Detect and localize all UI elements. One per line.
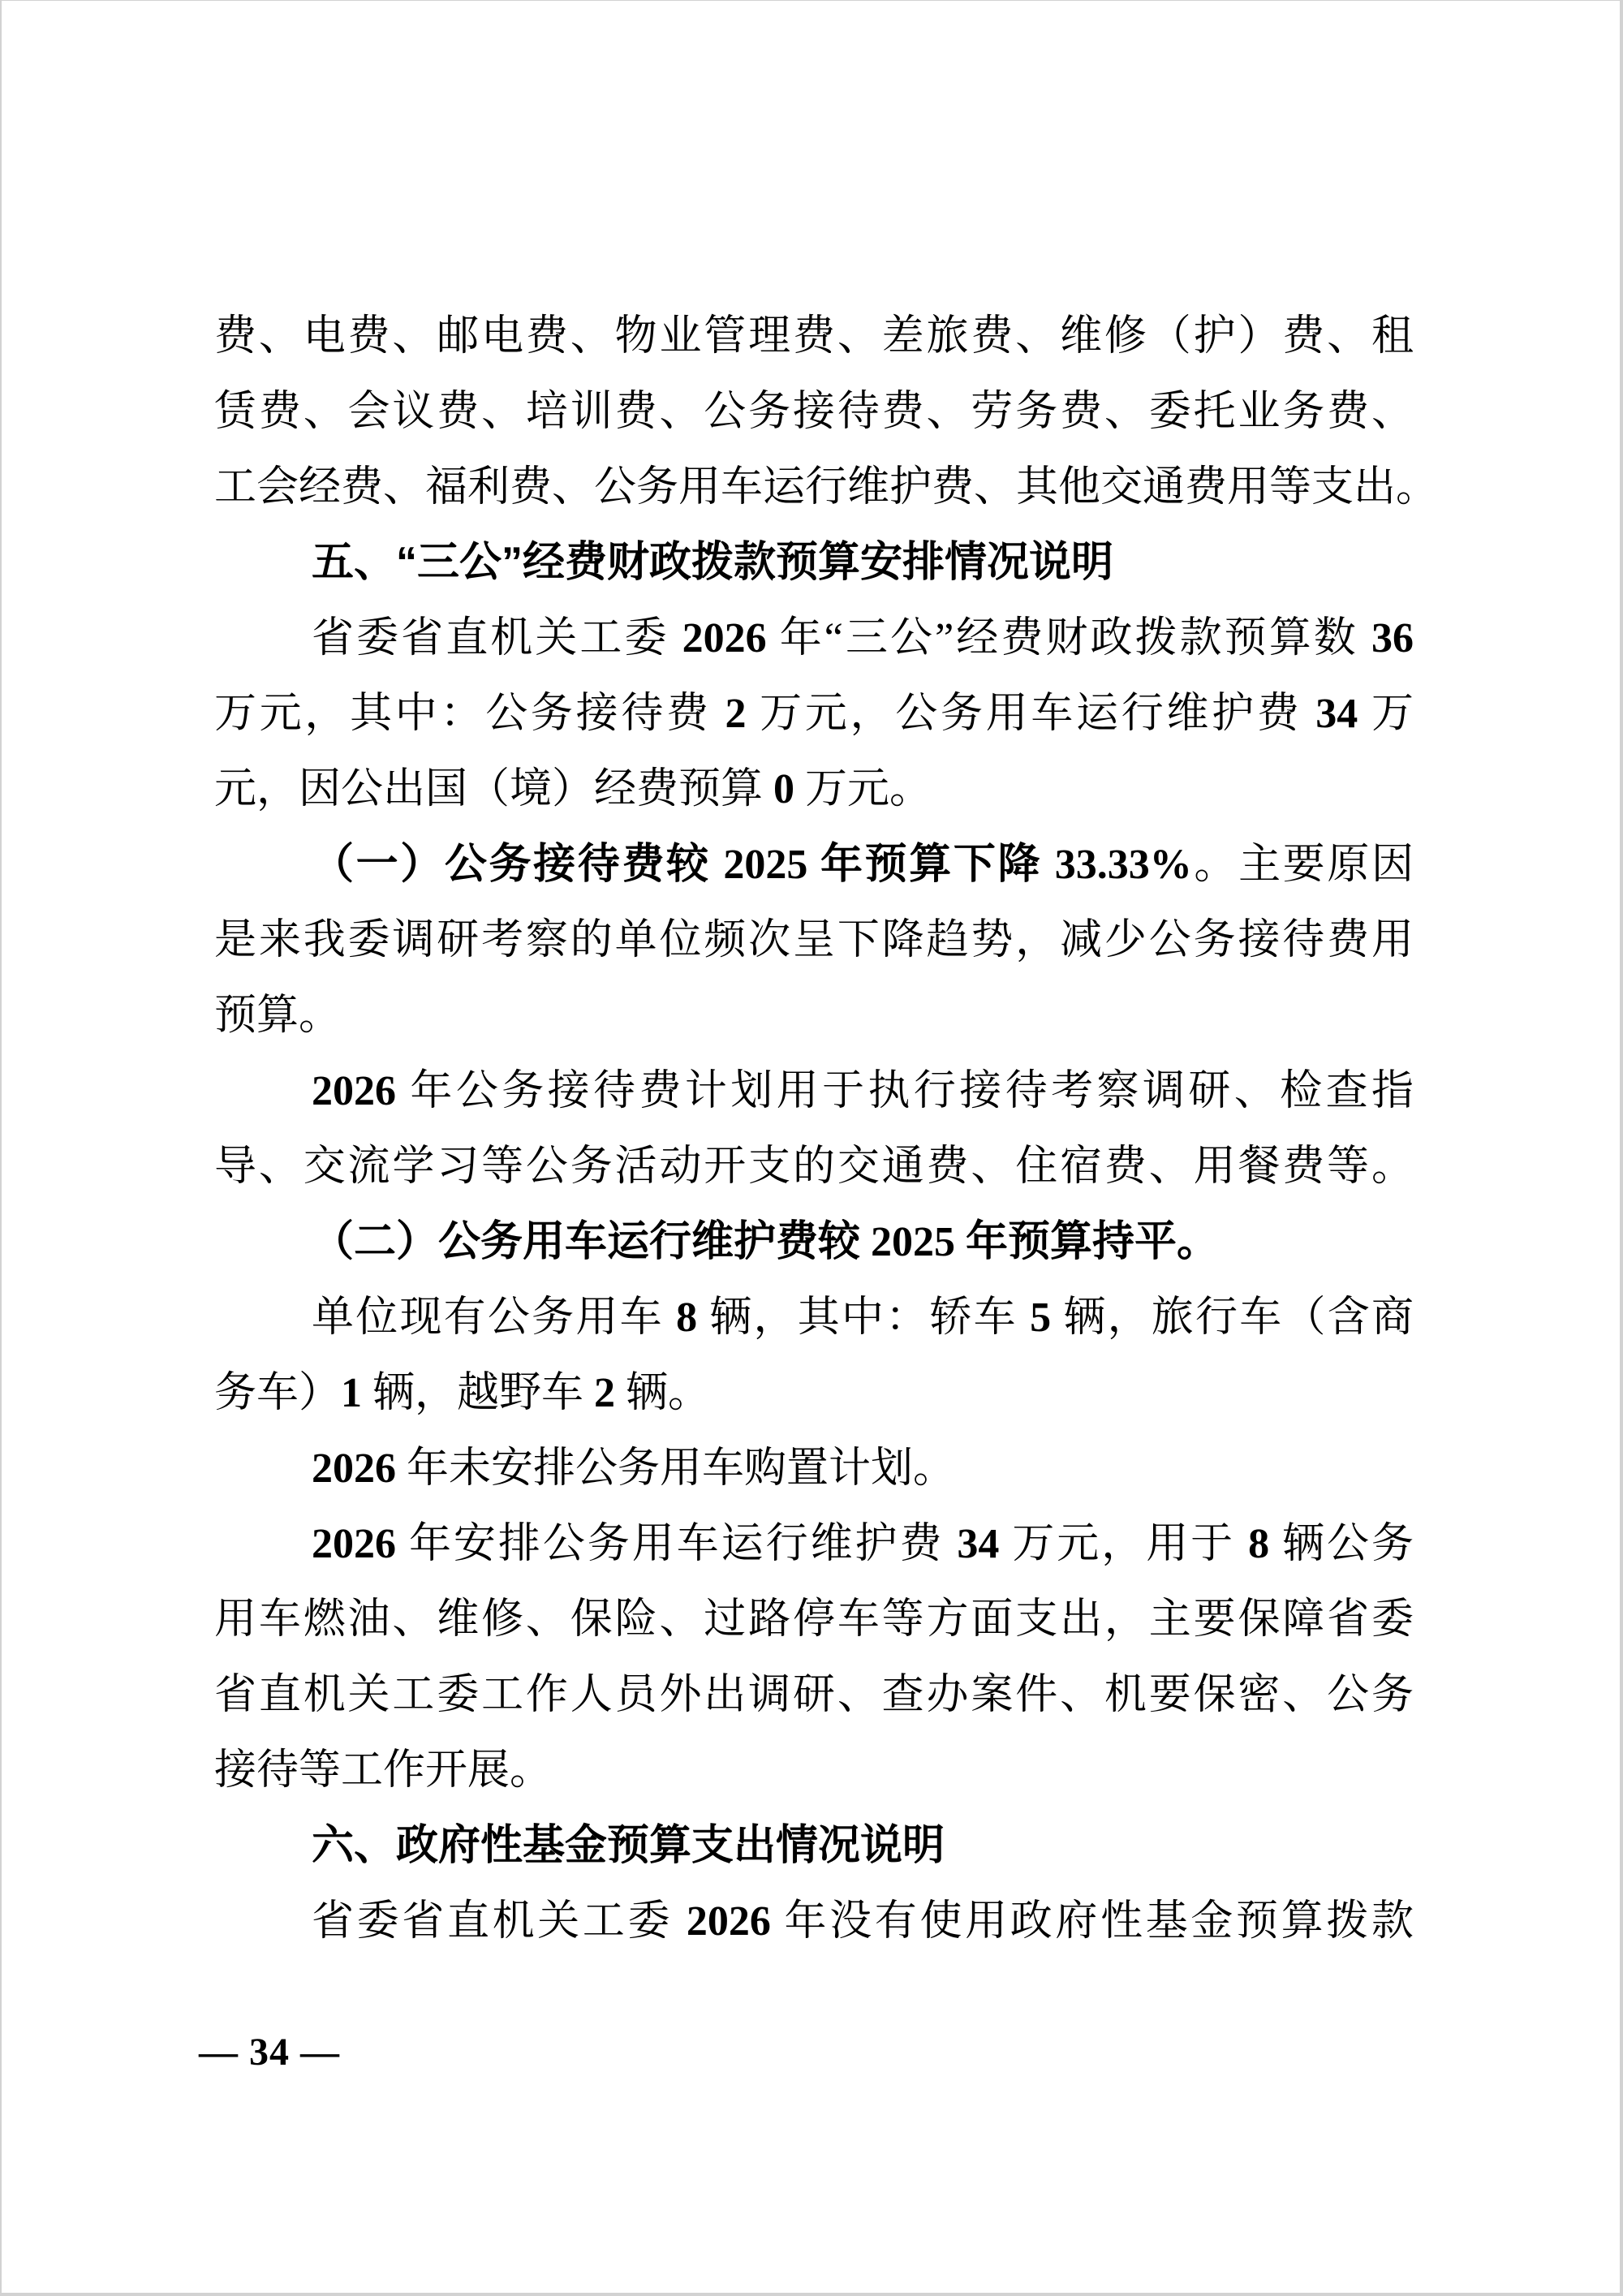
body-line xyxy=(214,1582,1414,1657)
text-segment: 务车） xyxy=(214,1370,342,1416)
body-line xyxy=(214,1129,1414,1204)
text-segment: 年公务接待费计划用于执行接待考察调研、检查指 xyxy=(396,1068,1414,1114)
text-segment: 2026 xyxy=(682,615,767,661)
text-segment: 年预算持平。 xyxy=(955,1219,1220,1265)
document-body xyxy=(214,299,1439,1959)
text-segment: 辆，其中：轿车 xyxy=(697,1294,1031,1341)
text-segment: 接待等工作开展。 xyxy=(214,1747,553,1794)
body-line xyxy=(214,601,1414,676)
text-segment: 2 xyxy=(594,1370,616,1416)
document-page xyxy=(2,1,1620,2293)
text-segment: 万元，用于 xyxy=(999,1521,1249,1567)
text-segment: 辆。 xyxy=(615,1370,711,1416)
text-segment: 33.33% xyxy=(1054,842,1192,888)
text-segment: 五、“三公”经费财政拨款预算安排情况说明 xyxy=(312,539,1114,586)
text-segment: 0 xyxy=(773,766,795,812)
body-line xyxy=(214,827,1414,902)
body-line xyxy=(214,450,1439,525)
text-segment: 预算。 xyxy=(214,993,342,1039)
body-line xyxy=(214,1884,1414,1959)
text-segment: 辆公务 xyxy=(1269,1521,1414,1567)
text-segment: 工会经费、福利费、公务用车运行维护费、其他交通费用等支出。 xyxy=(214,464,1439,510)
text-segment: 辆，越野车 xyxy=(362,1370,595,1416)
text-segment: 2026 xyxy=(686,1898,771,1945)
text-segment: 8 xyxy=(1248,1521,1270,1567)
text-segment: （二）公务用车运行维护费较 xyxy=(312,1219,872,1265)
text-segment: 六、政府性基金预算支出情况说明 xyxy=(312,1822,945,1869)
body-line xyxy=(214,1053,1414,1129)
text-segment: 年安排公务用车运行维护费 xyxy=(396,1521,958,1567)
text-segment: 导、交流学习等公务活动开支的交通费、住宿费、用餐费等。 xyxy=(214,1144,1414,1190)
text-segment: 费、电费、邮电费、物业管理费、差旅费、维修（护）费、租 xyxy=(214,313,1414,360)
text-segment: 辆，旅行车（含商 xyxy=(1051,1294,1414,1341)
text-segment: 省委省直机关工委 xyxy=(312,1898,687,1945)
body-line xyxy=(214,902,1414,978)
text-segment: 。主要原因 xyxy=(1191,842,1414,888)
body-line xyxy=(214,1431,1414,1506)
text-segment: 2025 xyxy=(871,1219,956,1265)
body-line xyxy=(214,978,1414,1053)
text-segment: 单位现有公务用车 xyxy=(312,1294,677,1341)
text-segment: 省直机关工委工作人员外出调研、查办案件、机要保密、公务 xyxy=(214,1672,1414,1718)
text-segment: 5 xyxy=(1030,1294,1052,1341)
text-segment: 1 xyxy=(341,1370,363,1416)
body-line xyxy=(214,1657,1414,1733)
text-segment: 省委省直机关工委 xyxy=(312,615,682,661)
body-line xyxy=(214,374,1414,450)
body-line xyxy=(214,1506,1414,1582)
text-segment: 8 xyxy=(676,1294,698,1341)
text-segment: 赁费、会议费、培训费、公务接待费、劳务费、委托业务费、 xyxy=(214,389,1414,435)
section-heading xyxy=(214,1808,1414,1884)
text-segment: 万元，其中：公务接待费 xyxy=(214,691,725,737)
text-segment: 年预算下降 xyxy=(807,842,1055,888)
text-segment: 万元。 xyxy=(794,766,932,812)
text-segment: （一）公务接待费较 xyxy=(312,842,724,888)
text-segment: 34 xyxy=(1315,691,1358,737)
body-line xyxy=(214,1733,1414,1808)
text-segment: 万元，公务用车运行维护费 xyxy=(746,691,1316,737)
text-segment: 年未安排公务用车购置计划。 xyxy=(396,1445,956,1492)
body-line xyxy=(214,299,1414,374)
text-segment: 2026 xyxy=(312,1521,396,1567)
body-line xyxy=(214,1204,1414,1280)
page-number: — 34 — xyxy=(199,2031,340,2074)
text-segment: 万 xyxy=(1358,691,1414,737)
text-segment: 年没有使用政府性基金预算拨款 xyxy=(770,1898,1414,1945)
text-segment: 36 xyxy=(1371,615,1414,661)
text-segment: 2026 xyxy=(312,1445,396,1492)
text-segment: 元，因公出国（境）经费预算 xyxy=(214,766,774,812)
text-segment: 年“三公”经费财政拨款预算数 xyxy=(766,615,1371,661)
text-segment: 2026 xyxy=(312,1068,396,1114)
body-line xyxy=(214,1355,1414,1431)
text-segment: 2025 xyxy=(723,842,808,888)
text-segment: 是来我委调研考察的单位频次呈下降趋势，减少公务接待费用 xyxy=(214,917,1414,963)
body-line xyxy=(214,676,1414,752)
body-line xyxy=(214,1280,1414,1355)
text-segment: 用车燃油、维修、保险、过路停车等方面支出，主要保障省委 xyxy=(214,1596,1414,1643)
text-segment: 34 xyxy=(957,1521,1000,1567)
text-segment: 2 xyxy=(725,691,747,737)
body-line xyxy=(214,752,1414,827)
section-heading xyxy=(214,525,1414,601)
